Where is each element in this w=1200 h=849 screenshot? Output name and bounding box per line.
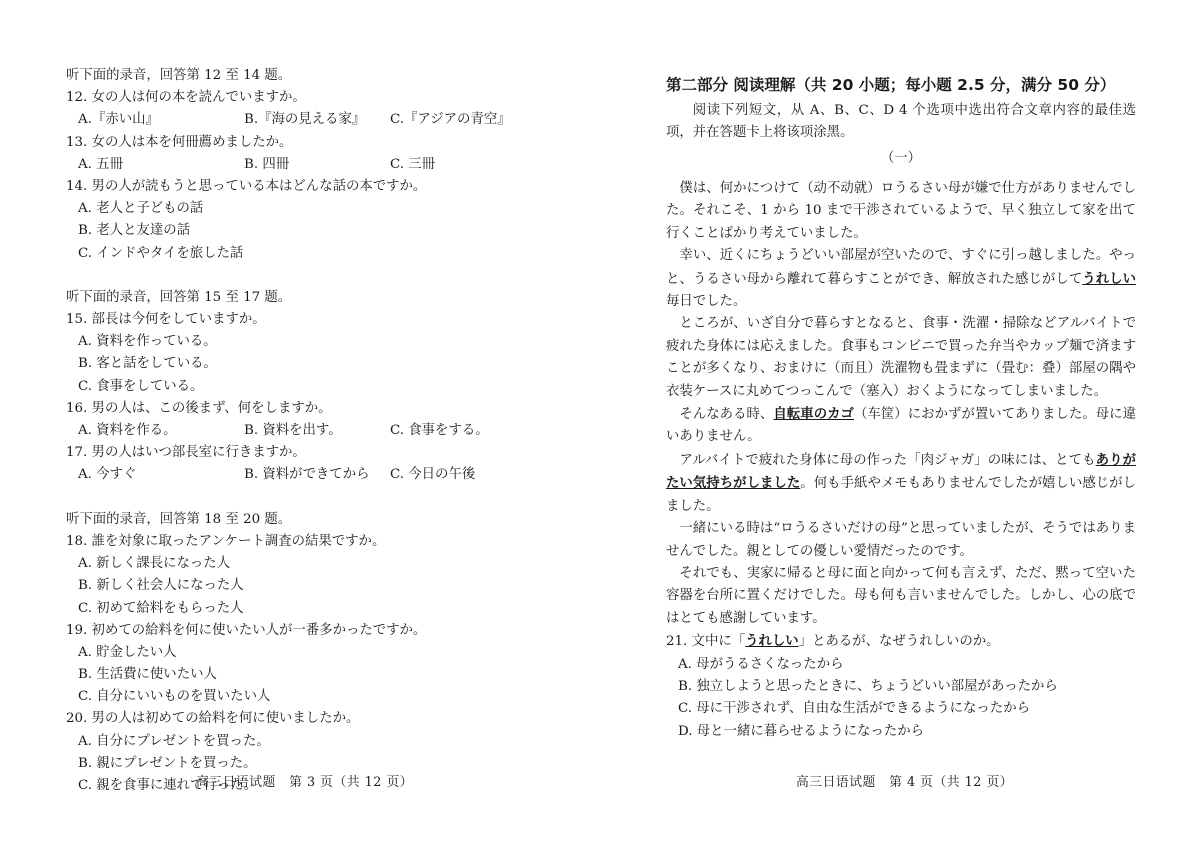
listening-questions	[66, 65, 586, 797]
option-b: B. 資料を出す。	[244, 423, 342, 438]
section-instruction: 阅读下列短文，从 A、B、C、D 4 个选项中选出符合文章内容的最佳选项，并在答题卡上将该项涂黑。	[666, 103, 1136, 140]
option-d: D. 母と一緒に暮らせるようになったから	[678, 723, 925, 739]
option-a: A. 資料を作る。	[78, 423, 177, 438]
option-c: C. 食事をする。	[390, 423, 489, 438]
underlined-phrase: うれしい	[1082, 270, 1137, 287]
options-16	[66, 420, 586, 442]
passage-paragraph: ところが、いざ自分で暮らすとなると、食事・洗濯・掃除などアルバイトで疲れた身体には応えました。食事もコンビニで買った弁当やカップ麺で済ますことが多くなり、おまけに（而且）洗濯物も畳まずに（畳む：叠）部屋の隅や衣装ケースに丸めてつっこんで（塞入）おくようになってしまいました。	[666, 316, 1136, 399]
option-a: A. 五冊	[78, 156, 123, 172]
question-19: 19. 初めての給料を何に使いたい人が一番多かったですか。	[66, 622, 427, 638]
underlined-phrase: ありがたい気持ちがしました	[666, 451, 1136, 492]
option-c: C. 食事をしている。	[78, 378, 204, 394]
group-header: 听下面的录音，回答第 15 至 17 题。	[66, 289, 292, 305]
option-a: A. 資料を作っている。	[78, 334, 217, 350]
option-b: B. 客と話をしている。	[78, 356, 217, 372]
option-c: C. 三冊	[390, 156, 436, 172]
passage-paragraph: アルバイトで疲れた身体に母の作った「肉ジャガ」の味には、とてもありがたい気持ちがしました。何も手紙やメモもありませんでしたが嬉しい感じがしました。	[666, 451, 1136, 514]
passage-paragraph: 幸い、近くにちょうどいい部屋が空いたので、すぐに引っ越しました。やっと、うるさい母から離れて暮らすことができ、解放された感じがしてうれしい毎日でした。	[666, 248, 1137, 310]
right-page	[600, 0, 1200, 849]
question-16: 16. 男の人は、この後まず、何をしますか。	[66, 400, 332, 416]
option-c: C. 親を食事に連れて行った。	[78, 778, 257, 793]
underlined-phrase: うれしい	[745, 633, 799, 650]
spacer	[66, 265, 586, 287]
options-17	[66, 464, 586, 486]
option-a: A. 母がうるさくなったから	[678, 656, 844, 672]
option-c: C. 自分にいいものを買いたい人	[78, 689, 271, 705]
question-15: 15. 部長は今何をしていますか。	[66, 312, 266, 328]
options-12	[66, 109, 586, 131]
passage-paragraph: 一緒にいる時は“ロうるさいだけの母”と思っていましたが、そうではありませんでした。親としての優しい愛情だったのです。	[666, 521, 1136, 559]
option-b: B. 親にプレゼントを買った。	[78, 755, 257, 771]
passage-paragraph: 僕は、何かにつけて（动不动就）ロうるさい母が嫌で仕方がありませんでした。それこそ、1 から 10 まで干渉されているようで、早く独立して家を出て行くことばかり考えていました。	[666, 181, 1136, 241]
option-a: A. 自分にプレゼントを買った。	[78, 733, 270, 749]
underlined-phrase: 自転車のカゴ	[773, 406, 854, 423]
options-13	[66, 154, 586, 176]
passage-paragraph: そんなある時、自転車のカゴ（车筐）におかずが置いてありました。母に違いありません。	[666, 406, 1137, 445]
option-a: A.『赤い山』	[78, 112, 159, 128]
option-b: B. 新しく社会人になった人	[78, 578, 244, 594]
option-b: B. 生活費に使いたい人	[78, 667, 217, 683]
option-c: C. インドやタイを旅した話	[78, 245, 244, 261]
option-c: C. 母に干渉されず、自由な生活ができるようになったから	[678, 701, 1030, 717]
spacer	[66, 487, 586, 509]
option-c: C. 初めて給料をもらった人	[78, 600, 244, 616]
option-b: B. 資料ができてから	[244, 467, 370, 483]
reading-section	[666, 70, 1136, 743]
option-b: B. 老人と友達の話	[78, 223, 191, 239]
passage-number: （一）	[880, 151, 922, 166]
page-footer: 高三日语试题 第 4 页（共 12 页）	[796, 775, 1014, 790]
option-a: A. 新しく課長になった人	[78, 556, 231, 572]
option-c: C. 今日の午後	[390, 467, 476, 483]
question-17: 17. 男の人はいつ部長室に行きますか。	[66, 445, 306, 461]
option-b: B. 独立しようと思ったときに、ちょうどいい部屋があったから	[678, 678, 1058, 694]
question-13: 13. 女の人は本を何冊薦めましたか。	[66, 134, 293, 150]
option-b: B.『海の見える家』	[244, 112, 366, 128]
option-c: C.『アジアの青空』	[390, 112, 511, 128]
option-a: A. 貯金したい人	[78, 644, 177, 660]
page-footer: 高三日语试题 第 3 页（共 12 页）	[196, 775, 414, 790]
question-18: 18. 誰を対象に取ったアンケート調査の結果ですか。	[66, 533, 386, 549]
option-b: B. 四冊	[244, 156, 290, 172]
group-header: 听下面的录音，回答第 12 至 14 题。	[66, 68, 292, 83]
group-header: 听下面的录音，回答第 18 至 20 题。	[66, 511, 292, 527]
question-21: 21. 文中に「うれしい」とあるが、なぜうれしいのか。	[666, 633, 1000, 650]
option-a: A. 老人と子どもの話	[78, 201, 204, 217]
question-14: 14. 男の人が読もうと思っている本はどんな話の本ですか。	[66, 178, 427, 194]
option-a: A. 今すぐ	[78, 467, 137, 483]
passage-paragraph: それでも、実家に帰ると母に面と向かって何も言えず、ただ、黙って空いた容器を台所に置くだけでした。母も何も言いませんでした。しかし、心の底ではとても感謝しています。	[666, 565, 1136, 626]
question-12: 12. 女の人は何の本を読んでいますか。	[66, 90, 306, 106]
question-20: 20. 男の人は初めての給料を何に使いましたか。	[66, 711, 360, 727]
section-title: 第二部分 阅读理解（共 20 小题；每小题 2.5 分，满分 50 分）	[666, 76, 1116, 94]
